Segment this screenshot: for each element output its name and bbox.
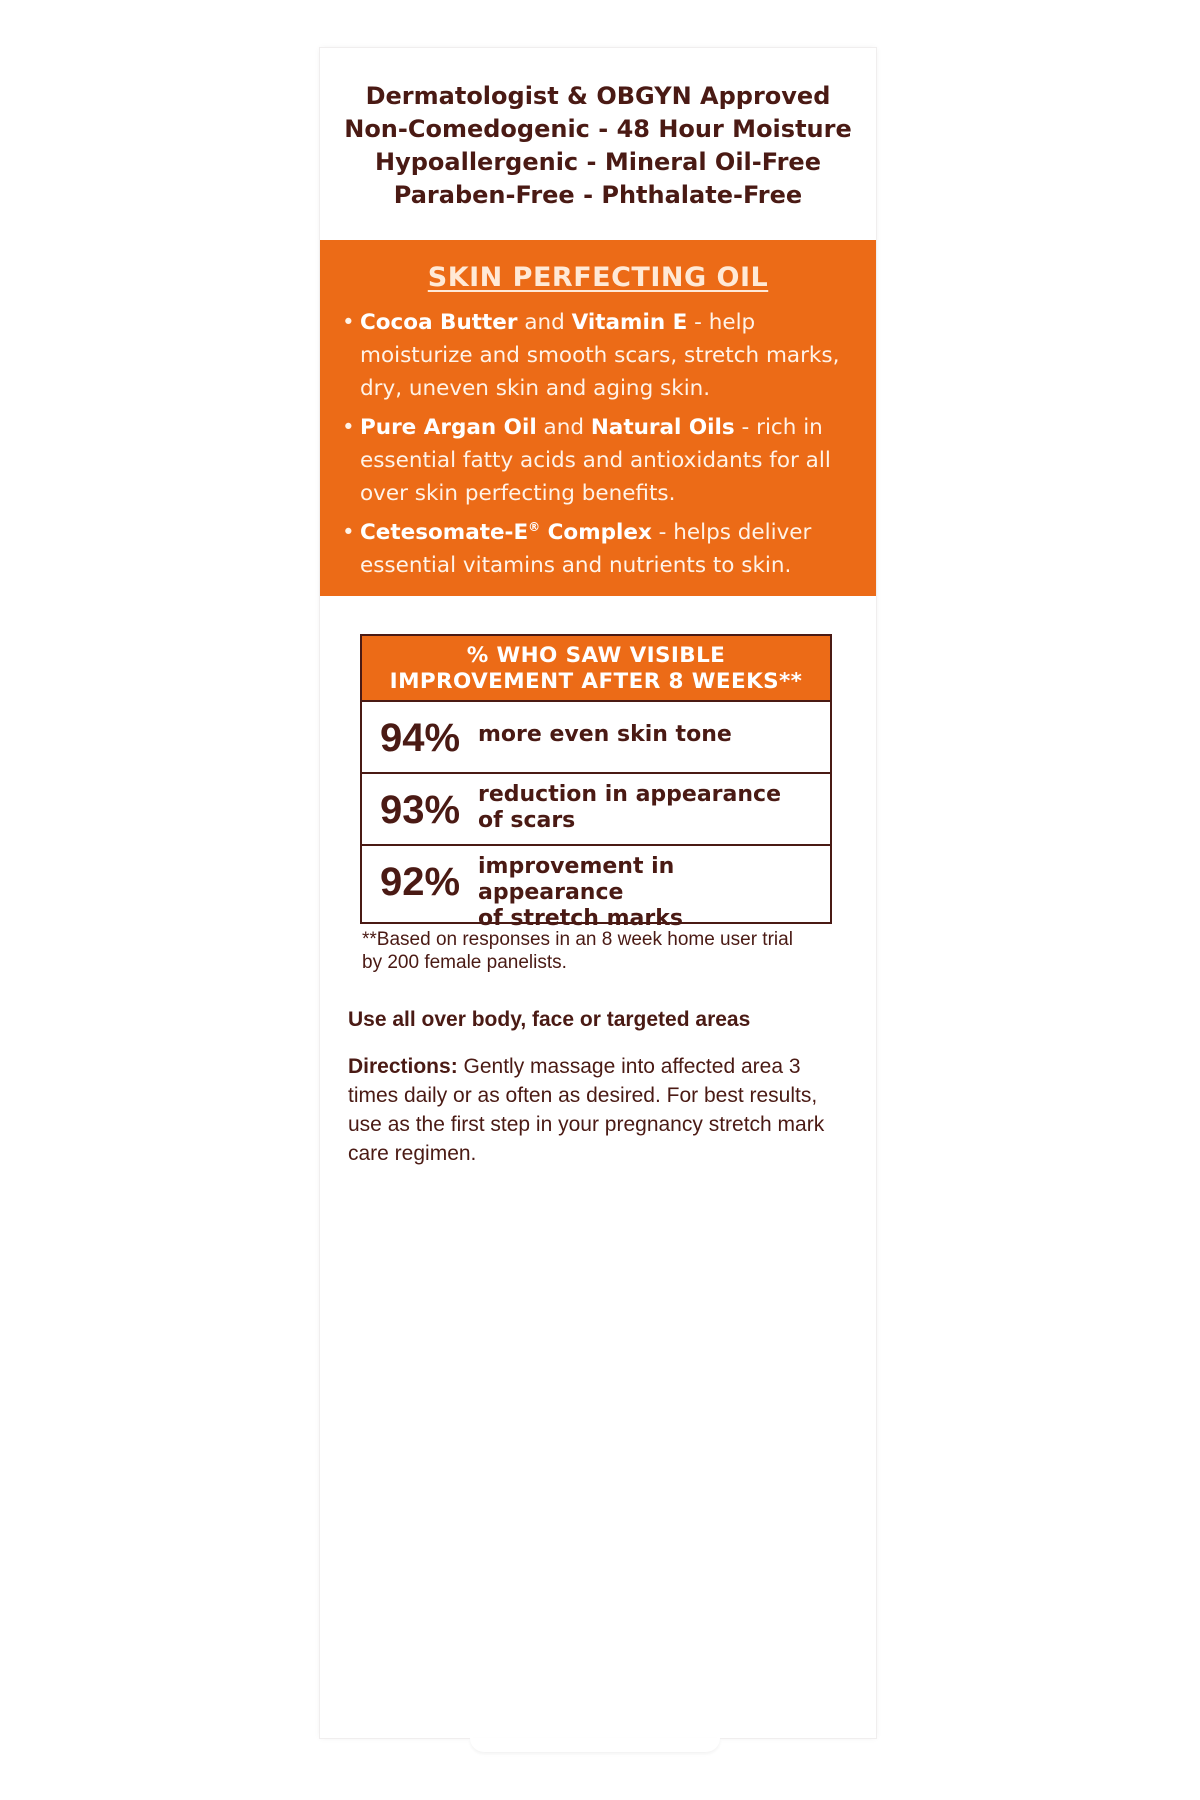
result-row <box>362 846 830 931</box>
result-description: more even skin tone <box>478 722 732 747</box>
benefit-description: - helps deliver essential vitamins and nutrients to skin. <box>360 520 812 578</box>
trial-footnote: **Based on responses in an 8 week home user trial by 200 female panelists. <box>362 929 793 973</box>
result-row <box>362 774 830 846</box>
usage-note: Use all over body, face or targeted areas <box>348 1008 751 1031</box>
bullet-icon: • <box>342 415 355 440</box>
result-percent: 93% <box>380 788 461 832</box>
product-label-panel <box>320 48 876 1738</box>
product-title: SKIN PERFECTING OIL <box>427 262 769 293</box>
benefit-item <box>342 516 862 582</box>
results-heading: % WHO SAW VISIBLE IMPROVEMENT AFTER 8 WEEKS** <box>362 636 830 702</box>
result-percent: 94% <box>380 716 461 760</box>
panel-tab-notch <box>470 1738 720 1752</box>
claim-line: Paraben-Free - Phthalate-Free <box>393 181 803 209</box>
result-description: improvement in appearance of stretch marks <box>478 854 683 931</box>
claim-line: Hypoallergenic - Mineral Oil-Free <box>375 148 821 176</box>
benefit-item <box>342 411 862 510</box>
directions-body: Gently massage into affected area 3 times daily or as often as desired. For best results, use as the first step in your pregnancy stretch mark care regimen. <box>348 1055 825 1165</box>
benefit-description: - help moisturize and smooth scars, stretch marks, dry, uneven skin and aging skin. <box>360 310 840 401</box>
bullet-icon: • <box>342 310 355 335</box>
benefit-ingredient: Natural Oils <box>590 415 735 440</box>
result-description: reduction in appearance of scars <box>478 782 782 833</box>
benefit-item <box>342 306 862 405</box>
claim-line: Non-Comedogenic - 48 Hour Moisture <box>344 115 852 143</box>
directions-text <box>348 1052 848 1168</box>
benefits-list <box>342 306 862 588</box>
result-row <box>362 702 830 774</box>
claim-line: Dermatologist & OBGYN Approved <box>365 82 831 110</box>
product-benefits-section <box>320 240 876 596</box>
benefit-ingredient: Vitamin E <box>571 310 688 335</box>
claims-block <box>320 80 876 212</box>
benefit-connector: and <box>517 310 572 335</box>
registered-mark: ® <box>528 519 541 534</box>
benefit-connector: and <box>536 415 591 440</box>
benefit-ingredient: Cocoa Butter <box>360 310 518 335</box>
result-percent: 92% <box>380 860 461 904</box>
benefit-ingredient: Cetesomate-E® Complex <box>360 519 652 545</box>
results-table <box>360 634 832 931</box>
benefit-description: - rich in essential fatty acids and antioxidants for all over skin perfecting benefits. <box>360 415 831 506</box>
directions-label: Directions: <box>348 1055 458 1078</box>
bullet-icon: • <box>342 520 355 545</box>
benefit-ingredient: Pure Argan Oil <box>360 415 537 440</box>
